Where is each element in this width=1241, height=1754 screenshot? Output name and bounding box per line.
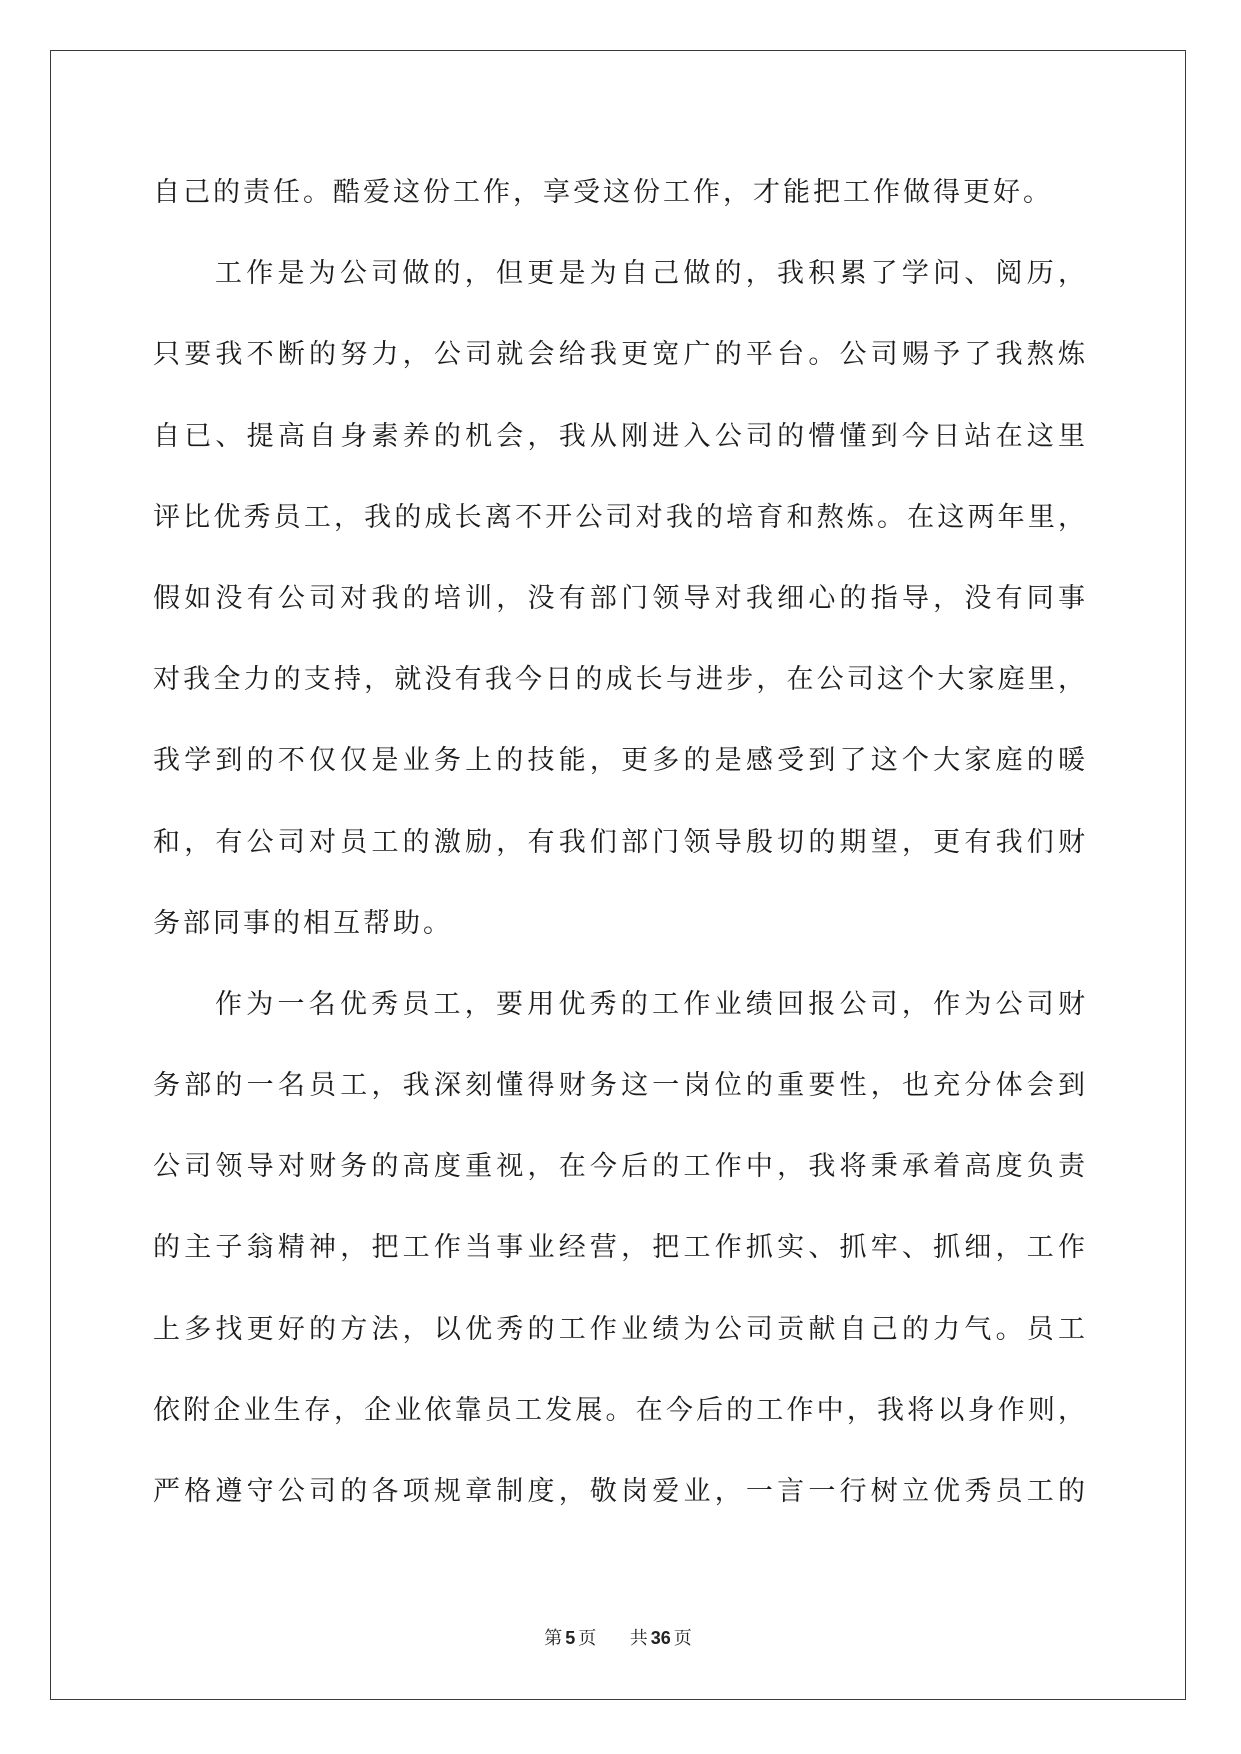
total-pages-indicator [630, 1628, 692, 1649]
current-page-prefix: 第 [544, 1628, 563, 1649]
text-line: 务部的一名员工，我深刻懂得财务这一岗位的重要性，也充分体会到 [153, 1070, 1088, 1102]
text-line: 务部同事的相互帮助。 [153, 907, 453, 939]
text-line: 假如没有公司对我的培训，没有部门领导对我细心的指导，没有同事 [153, 582, 1088, 614]
text-line: 自已、提高自身素养的机会，我从刚进入公司的懵懂到今日站在这里 [153, 420, 1088, 452]
text-line: 的主子翁精神，把工作当事业经营，把工作抓实、抓牢、抓细，工作 [153, 1232, 1088, 1264]
text-line: 严格遵守公司的各项规章制度，敬岗爱业，一言一行树立优秀员工的 [153, 1476, 1088, 1507]
paragraph [153, 152, 1088, 233]
total-pages-prefix: 共 [629, 1628, 648, 1649]
text-line: 自己的责任。酷爱这份工作，享受这份工作，才能把工作做得更好。 [153, 177, 1053, 208]
current-page-indicator [544, 1628, 602, 1649]
text-line: 评比优秀员工，我的成长离不开公司对我的培育和熬炼。在这两年里， [153, 501, 1088, 533]
text-line: 上多找更好的方法，以优秀的工作业绩为公司贡献自己的力气。员工 [153, 1313, 1088, 1345]
current-page-number: 5 [565, 1628, 576, 1648]
text-line: 对我全力的支持，就没有我今日的成长与进步，在公司这个大家庭里， [153, 664, 1088, 696]
text-line: 我学到的不仅仅是业务上的技能，更多的是感受到了这个大家庭的暖 [153, 745, 1088, 777]
text-line: 依附企业生存，企业依靠员工发展。在今后的工作中，我将以身作则， [153, 1394, 1088, 1426]
text-line: 作为一名优秀员工，要用优秀的工作业绩回报公司，作为公司财 [215, 988, 1088, 1020]
total-pages-suffix: 页 [673, 1628, 692, 1649]
text-line: 公司领导对财务的高度重视，在今后的工作中，我将秉承着高度负责 [153, 1151, 1088, 1183]
text-line: 和，有公司对员工的激励，有我们部门领导殷切的期望，更有我们财 [153, 826, 1088, 858]
text-line: 工作是为公司做的，但更是为自己做的，我积累了学问、阅历， [215, 258, 1088, 290]
page-footer [50, 1624, 1186, 1652]
paragraph [153, 964, 1088, 1532]
total-pages-number: 36 [650, 1628, 671, 1648]
document-body [153, 152, 1088, 1532]
current-page-suffix: 页 [578, 1628, 597, 1649]
text-line: 只要我不断的努力，公司就会给我更宽广的平台。公司赐予了我熬炼 [153, 339, 1088, 371]
paragraph [153, 233, 1088, 964]
